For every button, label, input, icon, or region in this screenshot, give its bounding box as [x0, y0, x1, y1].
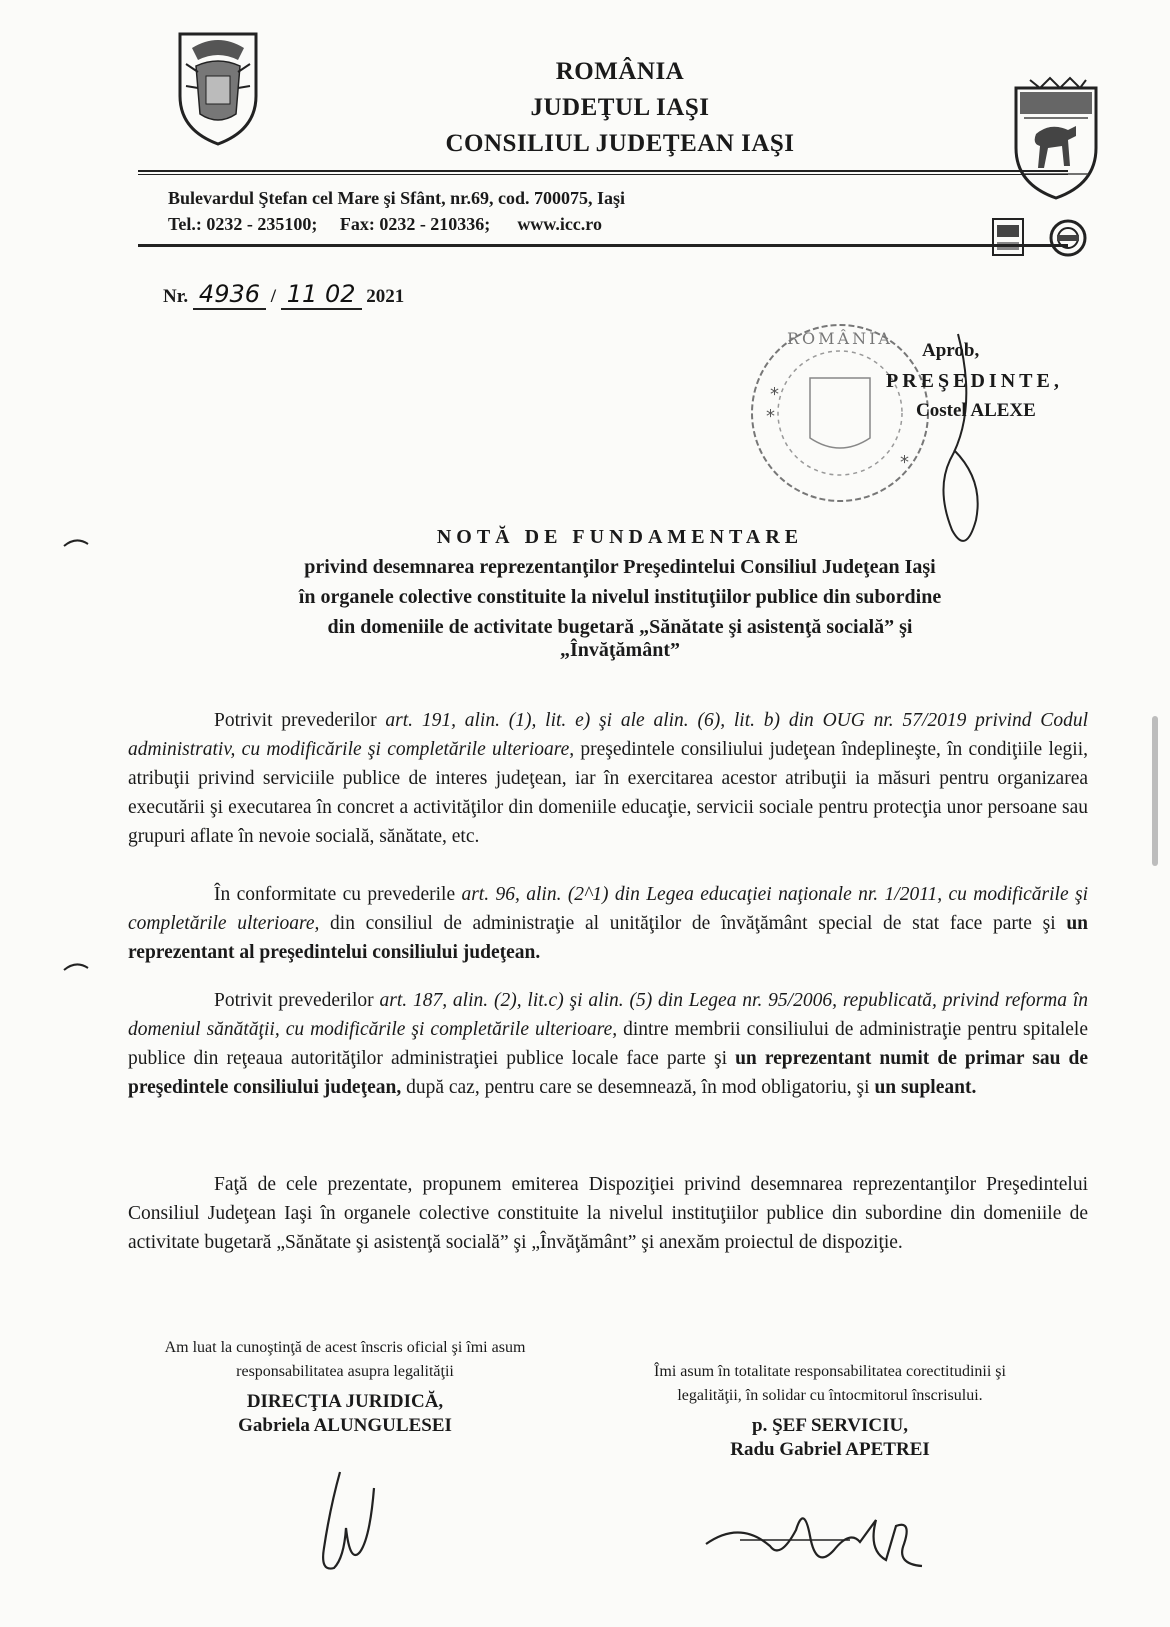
address-line: Bulevardul Ştefan cel Mare şi Sfânt, nr.69, cod. 700075, Iaşi — [168, 188, 626, 208]
paragraph-3: Potrivit prevederilor art. 187, alin. (2), lit.c) şi alin. (5) din Legea nr. 95/2006, republicată, privind reforma în domeniul sănătăţii, cu modificările şi completările ulterioare, dintre membrii consiliului de administraţie pentru spitalele publice din reţeaua autorităţilor administraţiei publice locale face parte şi un reprezentant numit de primar sau de preşedintele consiliului judeţean, după caz, pentru care se desemnează, în mod obligatoriu, şi un supleant. — [128, 990, 1088, 1098]
punch-hole-mark-icon — [62, 536, 90, 548]
certification-logo-icon — [990, 216, 1026, 258]
address-rule — [138, 244, 1068, 247]
website: www.icc.ro — [517, 214, 602, 234]
signatory-name: Radu Gabriel APETREI — [730, 1439, 930, 1460]
reg-date-handwritten: 11 02 — [286, 280, 356, 308]
iso-certification-icon — [1048, 218, 1088, 258]
title-line-3: din domeniile de activitate bugetară „Sănătate şi asistenţă socială” şi „Învăţământ” — [327, 616, 913, 661]
svg-text:*: * — [900, 452, 909, 473]
fax: Fax: 0232 - 210336; — [339, 214, 491, 234]
approval-label: Aprob, — [922, 340, 980, 361]
signatory-role: DIRECŢIA JURIDICĂ, — [246, 1391, 444, 1412]
document-title: NOTĂ DE FUNDAMENTARE — [436, 526, 804, 548]
title-line-2: în organele colective constituite la nivelul instituţiilor publice din subordine — [298, 586, 942, 608]
signatory-name: Gabriela ALUNGULESEI — [238, 1415, 452, 1436]
iasi-county-coat-of-arms-icon — [1010, 74, 1102, 202]
reg-year: 2021 — [366, 286, 405, 307]
legal-signature-icon — [300, 1468, 390, 1578]
registration-number: Nr. 4936 / 11 02 2021 — [163, 280, 405, 308]
signatory-role: p. ŞEF SERVICIU, — [752, 1415, 908, 1436]
scrollbar-thumb[interactable] — [1152, 716, 1158, 866]
paragraph-1: Potrivit prevederilor art. 191, alin. (1), lit. e) şi ale alin. (6), lit. b) din OUG nr. 57/2019 privind Codul administrativ, cu modificările şi completările ulterioare, preşedintele consiliului judeţean îndeplineşte, în condiţiile legii, atribuţii privind serviciile publice de interes judeţean, iar în exercitarea acestor atribuţii ia măsuri pentru organizarea executării şi executarea în concret a activităţilor din domeniile educaţie, servicii sociale pentru protecţia unor persoane sau grupuri aflate în nevoie socială, sănătate, etc. — [128, 710, 1088, 847]
svg-text:ROMÂNIA: ROMÂNIA — [787, 329, 893, 348]
svg-text:*: * — [766, 406, 775, 427]
punch-hole-mark-icon — [62, 960, 90, 972]
header-rule-thin — [138, 174, 1068, 175]
paragraph-4: Faţă de cele prezentate, propunem emiterea Dispoziţiei privind desemnarea reprezentanţilor Preşedintelui Consiliul Judeţean Iaşi în organele colective constituite la nivelul instituţiilor publice din subordine din domeniile de activitate bugetară „Sănătate şi asistenţă socială” şi „Învăţământ” şi anexăm proiectul de dispoziţie. — [128, 1174, 1088, 1253]
paragraph-2: În conformitate cu prevederile art. 96, alin. (2^1) din Legea educaţiei naţionale nr. 1/2011, cu modificările şi completările ulterioare, din consiliul de administraţie al unităţilor de învăţământ special de stat face parte şi un reprezentant al preşedintelui consiliului judeţean. — [128, 884, 1089, 963]
contact-line — [168, 214, 602, 235]
service-signature-icon — [700, 1500, 930, 1580]
header-institution: CONSILIUL JUDEŢEAN IAŞI — [445, 130, 795, 157]
svg-text:*: * — [770, 384, 779, 405]
header-rule — [138, 170, 1068, 172]
official-stamp-icon — [740, 318, 940, 508]
telephone: Tel.: 0232 - 235100; — [168, 214, 318, 234]
title-line-1: privind desemnarea reprezentanţilor Preşedintelui Consiliul Judeţean Iaşi — [304, 556, 936, 578]
header-country: ROMÂNIA — [555, 58, 685, 85]
romania-coat-of-arms-icon — [172, 26, 264, 148]
approval-title: PREŞEDINTE, — [886, 370, 1063, 392]
header-county: JUDEŢUL IAŞI — [530, 94, 710, 121]
signature-block-legal: Am luat la cunoştinţă de acest înscris oficial şi îmi asum responsabilitatea asupra legalităţii DIRECŢIA JURIDICĂ, Gabriela ALUNGULESEI — [115, 1336, 575, 1438]
signature-block-service: Îmi asum în totalitate responsabilitatea corectitudinii şi legalităţii, în solidar cu întocmitorul înscrisului. p. ŞEF SERVICIU, Radu Gabriel APETREI — [600, 1360, 1060, 1462]
reg-number-handwritten: 4936 — [198, 280, 260, 308]
approval-name: Costel ALEXE — [916, 400, 1036, 421]
